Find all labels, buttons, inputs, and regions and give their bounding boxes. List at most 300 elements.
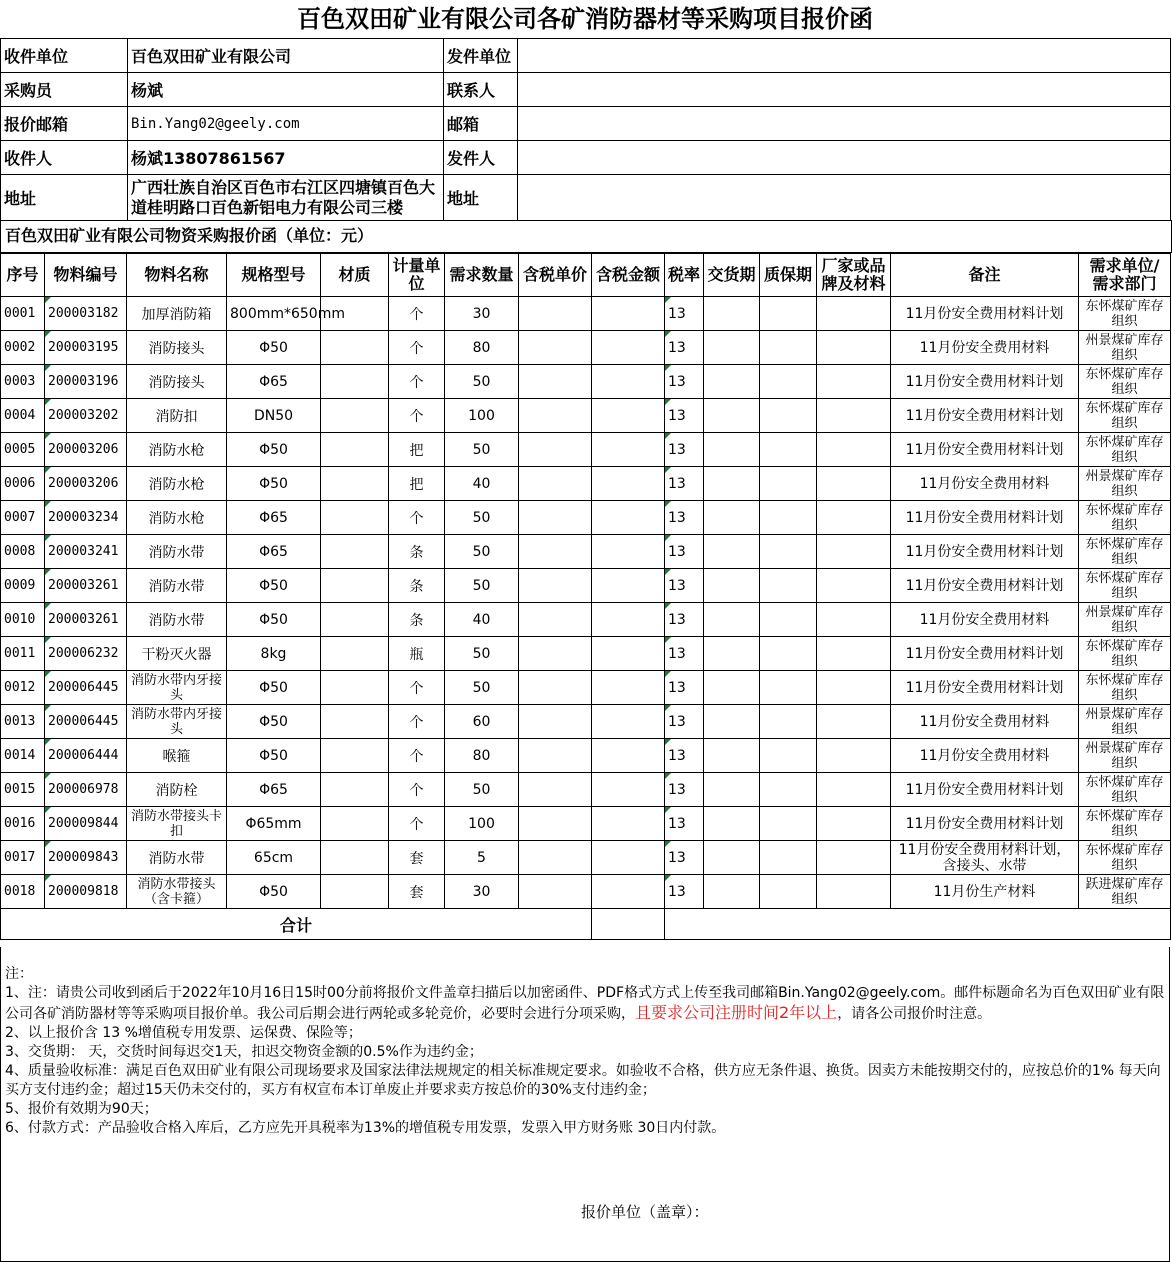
amount-cell[interactable] [592, 875, 665, 909]
warranty-cell[interactable] [760, 399, 817, 433]
remark-cell[interactable]: 11月份安全费用材料计划 [891, 671, 1079, 705]
spec-cell[interactable]: Φ50 [227, 569, 321, 603]
remark-cell[interactable]: 11月份生产材料 [891, 875, 1079, 909]
material-name-cell[interactable]: 消防接头 [127, 365, 227, 399]
document-title: 百色双田矿业有限公司各矿消防器材等采购项目报价函 [297, 4, 873, 33]
quantity-cell[interactable]: 60 [445, 705, 519, 739]
table-row [1, 671, 1171, 705]
material-name-cell[interactable]: 消防水带 [127, 841, 227, 875]
quantity-cell[interactable]: 100 [445, 807, 519, 841]
sender-unit-value[interactable] [518, 39, 1171, 73]
amount-cell[interactable] [592, 739, 665, 773]
quantity-cell[interactable]: 50 [445, 501, 519, 535]
column-header: 规格型号 [227, 254, 321, 297]
unit-cell[interactable]: 个 [389, 501, 445, 535]
material-name-cell[interactable]: 喉箍 [127, 739, 227, 773]
material-cell[interactable] [321, 637, 389, 671]
amount-cell[interactable] [592, 433, 665, 467]
email-label: 邮箱 [444, 107, 518, 141]
brand-cell[interactable] [817, 331, 891, 365]
material-cell[interactable] [321, 807, 389, 841]
quantity-cell[interactable]: 50 [445, 637, 519, 671]
tax-rate-cell[interactable]: 13 [665, 399, 704, 433]
spec-cell[interactable]: Φ65 [227, 535, 321, 569]
dept-cell[interactable]: 州景煤矿库存组织 [1079, 739, 1171, 773]
warranty-cell[interactable] [760, 535, 817, 569]
tax-rate-cell[interactable]: 13 [665, 807, 704, 841]
remark-cell[interactable]: 11月份安全费用材料计划 [891, 399, 1079, 433]
material-cell[interactable] [321, 331, 389, 365]
material-cell[interactable] [321, 773, 389, 807]
warranty-cell[interactable] [760, 603, 817, 637]
delivery-cell[interactable] [704, 535, 760, 569]
unit-price-cell[interactable] [519, 501, 592, 535]
table-row [1, 739, 1171, 773]
warranty-cell[interactable] [760, 773, 817, 807]
brand-cell[interactable] [817, 807, 891, 841]
warranty-cell[interactable] [760, 433, 817, 467]
unit-price-cell[interactable] [519, 671, 592, 705]
material-name-cell[interactable]: 加厚消防箱 [127, 297, 227, 331]
material-name-cell[interactable]: 消防水带内牙接头 [127, 671, 227, 705]
amount-cell[interactable] [592, 841, 665, 875]
material-cell[interactable] [321, 399, 389, 433]
delivery-cell[interactable] [704, 807, 760, 841]
brand-cell[interactable] [817, 705, 891, 739]
unit-price-cell[interactable] [519, 433, 592, 467]
tax-rate-cell[interactable]: 13 [665, 705, 704, 739]
unit-cell[interactable]: 套 [389, 875, 445, 909]
material-name-cell[interactable]: 消防水带 [127, 535, 227, 569]
dept-cell[interactable]: 东怀煤矿库存组织 [1079, 297, 1171, 331]
material-name-cell[interactable]: 消防水带 [127, 569, 227, 603]
seq-cell[interactable]: 0006 [1, 467, 45, 501]
material-cell[interactable] [321, 739, 389, 773]
material-code-cell[interactable]: 200009818 [45, 875, 127, 909]
material-code-cell[interactable]: 200006444 [45, 739, 127, 773]
unit-cell[interactable]: 把 [389, 467, 445, 501]
brand-cell[interactable] [817, 671, 891, 705]
material-code-cell[interactable]: 200006445 [45, 705, 127, 739]
spec-cell[interactable]: Φ50 [227, 875, 321, 909]
spec-cell[interactable]: 800mm*650mm [227, 297, 321, 331]
warranty-cell[interactable] [760, 637, 817, 671]
tax-rate-cell[interactable]: 13 [665, 331, 704, 365]
dept-cell[interactable]: 东怀煤矿库存组织 [1079, 433, 1171, 467]
delivery-cell[interactable] [704, 467, 760, 501]
unit-cell[interactable]: 条 [389, 603, 445, 637]
warranty-cell[interactable] [760, 705, 817, 739]
brand-cell[interactable] [817, 841, 891, 875]
brand-cell[interactable] [817, 433, 891, 467]
dept-cell[interactable]: 州景煤矿库存组织 [1079, 467, 1171, 501]
seq-cell[interactable]: 0018 [1, 875, 45, 909]
remark-cell[interactable]: 11月份安全费用材料 [891, 467, 1079, 501]
delivery-cell[interactable] [704, 433, 760, 467]
buyer-value[interactable]: 杨斌 [128, 73, 444, 107]
tax-rate-cell[interactable]: 13 [665, 569, 704, 603]
remark-cell[interactable]: 11月份安全费用材料 [891, 705, 1079, 739]
material-cell[interactable] [321, 603, 389, 637]
delivery-cell[interactable] [704, 331, 760, 365]
items-table [0, 253, 1171, 940]
remark-cell[interactable]: 11月份安全费用材料计划 [891, 773, 1079, 807]
spec-cell[interactable]: Φ50 [227, 739, 321, 773]
spec-cell[interactable]: Φ50 [227, 433, 321, 467]
warranty-cell[interactable] [760, 841, 817, 875]
tax-rate-cell[interactable]: 13 [665, 433, 704, 467]
amount-cell[interactable] [592, 773, 665, 807]
address2-value[interactable] [518, 175, 1171, 221]
dept-cell[interactable]: 东怀煤矿库存组织 [1079, 637, 1171, 671]
quantity-cell[interactable]: 100 [445, 399, 519, 433]
spec-cell[interactable]: Φ50 [227, 467, 321, 501]
material-cell[interactable] [321, 569, 389, 603]
material-name-cell[interactable]: 消防接头 [127, 331, 227, 365]
delivery-cell[interactable] [704, 603, 760, 637]
material-name-cell[interactable]: 消防水带 [127, 603, 227, 637]
column-header: 需求数量 [445, 254, 519, 297]
delivery-cell[interactable] [704, 739, 760, 773]
amount-cell[interactable] [592, 501, 665, 535]
tax-rate-cell[interactable]: 13 [665, 773, 704, 807]
amount-cell[interactable] [592, 807, 665, 841]
material-code-cell[interactable]: 200003195 [45, 331, 127, 365]
material-name-cell[interactable]: 消防水带内牙接头 [127, 705, 227, 739]
seq-cell[interactable]: 0015 [1, 773, 45, 807]
unit-price-cell[interactable] [519, 297, 592, 331]
amount-cell[interactable] [592, 637, 665, 671]
amount-cell[interactable] [592, 297, 665, 331]
dept-cell[interactable]: 东怀煤矿库存组织 [1079, 773, 1171, 807]
seq-cell[interactable]: 0009 [1, 569, 45, 603]
brand-cell[interactable] [817, 637, 891, 671]
spec-cell[interactable]: Φ65 [227, 773, 321, 807]
quantity-cell[interactable]: 30 [445, 875, 519, 909]
material-code-cell[interactable]: 200003261 [45, 569, 127, 603]
spec-cell[interactable]: Φ65 [227, 501, 321, 535]
delivery-cell[interactable] [704, 297, 760, 331]
table-row [1, 297, 1171, 331]
delivery-cell[interactable] [704, 365, 760, 399]
tax-rate-cell[interactable]: 13 [665, 535, 704, 569]
remark-cell[interactable]: 11月份安全费用材料计划 [891, 569, 1079, 603]
dept-cell[interactable]: 东怀煤矿库存组织 [1079, 671, 1171, 705]
delivery-cell[interactable] [704, 637, 760, 671]
warranty-cell[interactable] [760, 807, 817, 841]
unit-cell[interactable]: 个 [389, 365, 445, 399]
tax-rate-cell[interactable]: 13 [665, 603, 704, 637]
dept-cell[interactable]: 东怀煤矿库存组织 [1079, 365, 1171, 399]
remark-cell[interactable]: 11月份安全费用材料计划，含接头、水带 [891, 841, 1079, 875]
remark-cell[interactable]: 11月份安全费用材料 [891, 331, 1079, 365]
quantity-cell[interactable]: 80 [445, 331, 519, 365]
warranty-cell[interactable] [760, 467, 817, 501]
unit-cell[interactable]: 把 [389, 433, 445, 467]
quantity-cell[interactable]: 50 [445, 773, 519, 807]
receiver-unit-value[interactable]: 百色双田矿业有限公司 [128, 39, 444, 73]
dept-cell[interactable]: 东怀煤矿库存组织 [1079, 501, 1171, 535]
quantity-cell[interactable]: 5 [445, 841, 519, 875]
material-cell[interactable] [321, 841, 389, 875]
tax-rate-cell[interactable]: 13 [665, 739, 704, 773]
unit-price-cell[interactable] [519, 841, 592, 875]
dept-cell[interactable]: 跃进煤矿库存组织 [1079, 875, 1171, 909]
seq-cell[interactable]: 0013 [1, 705, 45, 739]
tax-rate-cell[interactable]: 13 [665, 501, 704, 535]
spec-cell[interactable]: Φ50 [227, 705, 321, 739]
material-code-cell[interactable]: 200003241 [45, 535, 127, 569]
material-code-cell[interactable]: 200009844 [45, 807, 127, 841]
table-subtitle: 百色双田矿业有限公司物资采购报价函（单位：元） [0, 220, 1172, 253]
material-name-cell[interactable]: 消防水带接头（含卡箍） [127, 875, 227, 909]
recipient-value[interactable]: 杨斌13807861567 [128, 141, 444, 175]
remark-cell[interactable]: 11月份安全费用材料 [891, 603, 1079, 637]
sender-value[interactable] [518, 141, 1171, 175]
dept-cell[interactable]: 州景煤矿库存组织 [1079, 331, 1171, 365]
remark-cell[interactable]: 11月份安全费用材料计划 [891, 297, 1079, 331]
amount-cell[interactable] [592, 671, 665, 705]
total-amount-cell[interactable] [592, 909, 665, 940]
delivery-cell[interactable] [704, 569, 760, 603]
quantity-cell[interactable]: 50 [445, 671, 519, 705]
material-cell[interactable] [321, 433, 389, 467]
tax-rate-cell[interactable]: 13 [665, 841, 704, 875]
brand-cell[interactable] [817, 535, 891, 569]
spec-cell[interactable]: Φ65 [227, 365, 321, 399]
delivery-cell[interactable] [704, 399, 760, 433]
unit-cell[interactable]: 个 [389, 331, 445, 365]
material-code-cell[interactable]: 200006445 [45, 671, 127, 705]
seq-cell[interactable]: 0012 [1, 671, 45, 705]
brand-cell[interactable] [817, 603, 891, 637]
dept-cell[interactable]: 东怀煤矿库存组织 [1079, 569, 1171, 603]
material-code-cell[interactable]: 200009843 [45, 841, 127, 875]
unit-cell[interactable]: 个 [389, 399, 445, 433]
tax-rate-cell[interactable]: 13 [665, 297, 704, 331]
warranty-cell[interactable] [760, 501, 817, 535]
warranty-cell[interactable] [760, 297, 817, 331]
tax-rate-cell[interactable]: 13 [665, 467, 704, 501]
dept-cell[interactable]: 东怀煤矿库存组织 [1079, 399, 1171, 433]
contact-value[interactable] [518, 73, 1171, 107]
delivery-cell[interactable] [704, 671, 760, 705]
remark-cell[interactable]: 11月份安全费用材料计划 [891, 807, 1079, 841]
brand-cell[interactable] [817, 365, 891, 399]
material-name-cell[interactable]: 消防水枪 [127, 433, 227, 467]
notes-line-4: 4、质量验收标准：满足百色双田矿业有限公司现场要求及国家法律法规规定的相关标准规定要求。如验收不合格，供方应无条件退、换货。因卖方未能按期交付的，应按总价的1% 每天向买方支付违约金；超过15天仍未交付的，买方有权宣布本订单废止并要求卖方按总价的30%支付违约金； [5, 1063, 1161, 1098]
notes-line-2: 2、以上报价含 13 %增值税专用发票、运保费、保险等； [5, 1025, 362, 1041]
quantity-cell[interactable]: 50 [445, 535, 519, 569]
dept-cell[interactable]: 东怀煤矿库存组织 [1079, 535, 1171, 569]
amount-cell[interactable] [592, 399, 665, 433]
warranty-cell[interactable] [760, 875, 817, 909]
spec-cell[interactable]: 8kg [227, 637, 321, 671]
quantity-cell[interactable]: 40 [445, 603, 519, 637]
unit-price-cell[interactable] [519, 331, 592, 365]
seq-cell[interactable]: 0010 [1, 603, 45, 637]
quantity-cell[interactable]: 50 [445, 365, 519, 399]
delivery-cell[interactable] [704, 841, 760, 875]
amount-cell[interactable] [592, 705, 665, 739]
material-cell[interactable] [321, 875, 389, 909]
quantity-cell[interactable]: 30 [445, 297, 519, 331]
spec-cell[interactable]: Φ50 [227, 603, 321, 637]
dept-cell[interactable]: 东怀煤矿库存组织 [1079, 807, 1171, 841]
warranty-cell[interactable] [760, 671, 817, 705]
unit-price-cell[interactable] [519, 875, 592, 909]
address-label: 地址 [1, 175, 128, 221]
brand-cell[interactable] [817, 501, 891, 535]
unit-price-cell[interactable] [519, 569, 592, 603]
unit-cell[interactable]: 个 [389, 773, 445, 807]
brand-cell[interactable] [817, 569, 891, 603]
seq-cell[interactable]: 0011 [1, 637, 45, 671]
amount-cell[interactable] [592, 331, 665, 365]
quantity-cell[interactable]: 50 [445, 433, 519, 467]
seq-cell[interactable]: 0008 [1, 535, 45, 569]
buyer-label: 采购员 [1, 73, 128, 107]
material-name-cell[interactable]: 消防水带接头卡扣 [127, 807, 227, 841]
tax-rate-cell[interactable]: 13 [665, 637, 704, 671]
spec-cell[interactable]: 65cm [227, 841, 321, 875]
material-code-cell[interactable]: 200003234 [45, 501, 127, 535]
spec-cell[interactable]: DN50 [227, 399, 321, 433]
unit-cell[interactable]: 瓶 [389, 637, 445, 671]
remark-cell[interactable]: 11月份安全费用材料 [891, 739, 1079, 773]
remark-cell[interactable]: 11月份安全费用材料计划 [891, 535, 1079, 569]
unit-cell[interactable]: 个 [389, 671, 445, 705]
address2-label: 地址 [444, 175, 518, 221]
email-value[interactable] [518, 107, 1171, 141]
spec-cell[interactable]: Φ65mm [227, 807, 321, 841]
material-code-cell[interactable]: 200003196 [45, 365, 127, 399]
tax-rate-cell[interactable]: 13 [665, 671, 704, 705]
unit-price-cell[interactable] [519, 773, 592, 807]
unit-price-cell[interactable] [519, 739, 592, 773]
unit-cell[interactable]: 条 [389, 569, 445, 603]
remark-cell[interactable]: 11月份安全费用材料计划 [891, 501, 1079, 535]
material-code-cell[interactable]: 200006232 [45, 637, 127, 671]
brand-cell[interactable] [817, 739, 891, 773]
material-name-cell[interactable]: 消防扣 [127, 399, 227, 433]
table-row [1, 807, 1171, 841]
brand-cell[interactable] [817, 399, 891, 433]
material-cell[interactable] [321, 671, 389, 705]
seq-cell[interactable]: 0003 [1, 365, 45, 399]
brand-cell[interactable] [817, 773, 891, 807]
tax-rate-cell[interactable]: 13 [665, 875, 704, 909]
total-row [1, 909, 1171, 940]
seq-cell[interactable]: 0005 [1, 433, 45, 467]
seq-cell[interactable]: 0017 [1, 841, 45, 875]
quantity-cell[interactable]: 80 [445, 739, 519, 773]
dept-cell[interactable]: 东怀煤矿库存组织 [1079, 841, 1171, 875]
warranty-cell[interactable] [760, 739, 817, 773]
unit-price-cell[interactable] [519, 365, 592, 399]
delivery-cell[interactable] [704, 501, 760, 535]
material-code-cell[interactable]: 200003261 [45, 603, 127, 637]
table-row [1, 637, 1171, 671]
delivery-cell[interactable] [704, 705, 760, 739]
warranty-cell[interactable] [760, 365, 817, 399]
unit-price-cell[interactable] [519, 603, 592, 637]
material-name-cell[interactable]: 消防水枪 [127, 501, 227, 535]
material-name-cell[interactable]: 干粉灭火器 [127, 637, 227, 671]
material-cell[interactable] [321, 467, 389, 501]
amount-cell[interactable] [592, 569, 665, 603]
amount-cell[interactable] [592, 365, 665, 399]
material-name-cell[interactable]: 消防水枪 [127, 467, 227, 501]
delivery-cell[interactable] [704, 875, 760, 909]
delivery-cell[interactable] [704, 773, 760, 807]
seq-cell[interactable]: 0007 [1, 501, 45, 535]
unit-price-cell[interactable] [519, 399, 592, 433]
warranty-cell[interactable] [760, 569, 817, 603]
seq-cell[interactable]: 0004 [1, 399, 45, 433]
unit-price-cell[interactable] [519, 807, 592, 841]
unit-price-cell[interactable] [519, 705, 592, 739]
material-code-cell[interactable]: 200003206 [45, 433, 127, 467]
notes-line-1 [1, 984, 1169, 1024]
brand-cell[interactable] [817, 467, 891, 501]
unit-cell[interactable]: 个 [389, 297, 445, 331]
unit-cell[interactable]: 个 [389, 739, 445, 773]
address-value[interactable]: 广西壮族自治区百色市右江区四塘镇百色大道桂明路口百色新铝电力有限公司三楼 [128, 175, 444, 221]
warranty-cell[interactable] [760, 331, 817, 365]
unit-price-cell[interactable] [519, 637, 592, 671]
notes-heading: 注： [5, 966, 33, 982]
seq-cell[interactable]: 0002 [1, 331, 45, 365]
brand-cell[interactable] [817, 297, 891, 331]
unit-cell[interactable]: 套 [389, 841, 445, 875]
material-code-cell[interactable]: 200003182 [45, 297, 127, 331]
unit-price-cell[interactable] [519, 535, 592, 569]
remark-cell[interactable]: 11月份安全费用材料计划 [891, 637, 1079, 671]
seq-cell[interactable]: 0016 [1, 807, 45, 841]
unit-cell[interactable]: 条 [389, 535, 445, 569]
unit-price-cell[interactable] [519, 467, 592, 501]
seq-cell[interactable]: 0014 [1, 739, 45, 773]
table-row [1, 501, 1171, 535]
material-cell[interactable] [321, 365, 389, 399]
material-code-cell[interactable]: 200003206 [45, 467, 127, 501]
dept-cell[interactable]: 州景煤矿库存组织 [1079, 603, 1171, 637]
dept-cell[interactable]: 州景煤矿库存组织 [1079, 705, 1171, 739]
quantity-cell[interactable]: 50 [445, 569, 519, 603]
spec-cell[interactable]: Φ50 [227, 671, 321, 705]
brand-cell[interactable] [817, 875, 891, 909]
unit-cell[interactable]: 个 [389, 807, 445, 841]
remark-cell[interactable]: 11月份安全费用材料计划 [891, 365, 1079, 399]
material-code-cell[interactable]: 200003202 [45, 399, 127, 433]
material-cell[interactable] [321, 535, 389, 569]
unit-cell[interactable]: 个 [389, 705, 445, 739]
seq-cell[interactable]: 0001 [1, 297, 45, 331]
remark-cell[interactable]: 11月份安全费用材料计划 [891, 433, 1079, 467]
quantity-cell[interactable]: 40 [445, 467, 519, 501]
material-name-cell[interactable]: 消防栓 [127, 773, 227, 807]
spec-cell[interactable]: Φ50 [227, 331, 321, 365]
tax-rate-cell[interactable]: 13 [665, 365, 704, 399]
amount-cell[interactable] [592, 467, 665, 501]
amount-cell[interactable] [592, 603, 665, 637]
amount-cell[interactable] [592, 535, 665, 569]
material-cell[interactable] [321, 501, 389, 535]
material-code-cell[interactable]: 200006978 [45, 773, 127, 807]
material-cell[interactable] [321, 705, 389, 739]
quote-email-value[interactable]: Bin.Yang02@geely.com [128, 107, 444, 141]
